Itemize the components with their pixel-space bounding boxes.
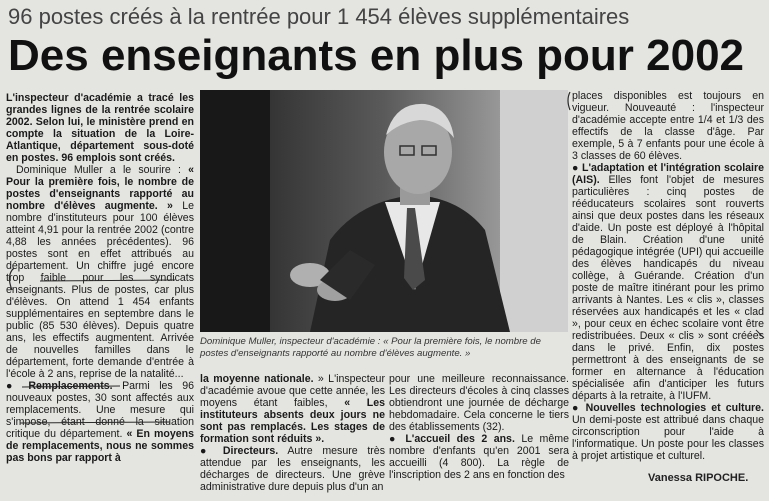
- opening-quote: « Pour la première fois, le nombre de postes d'enseignants rapporté au nombre d'élèves augmente. »: [6, 164, 194, 212]
- accueil-text: Le même nombre d'enfants qu'en 2001 sera accueilli (4 800). La règle de l'inscription des 2 ans en fonction des: [389, 433, 569, 481]
- ais-title: L'adaptation et l'intégration scolaire (AIS).: [572, 162, 764, 186]
- text-column-1: [6, 92, 194, 498]
- paragraph-opening: [6, 164, 194, 380]
- remplacements-quote: « En moyens de remplacements, nous ne sommes pas bons par rapport à: [6, 428, 194, 464]
- text-column-2b: [389, 373, 569, 499]
- photo-caption: Dominique Muller, inspecteur d'académie : « Pour la première fois, le nombre de postes d'enseignants rapporté au nombre d'élèves augmente. »: [200, 336, 541, 359]
- photo-illustration: [200, 90, 568, 332]
- portrait-photo: [200, 90, 568, 332]
- remplacements-text: Parmi les 96 nouveaux postes, 30 sont affectés aux remplacements. Une mesure qui s'impose, étant donné la situation critique du département.: [6, 380, 194, 440]
- paragraph-decharge: pour une meilleure reconnaissance. Les directeurs d'écoles à cinq classes obtiendront une journée de décharge hebdomadaire. Cela concerne le tiers des établissements (32).: [389, 373, 569, 433]
- directeurs-title: Directeurs.: [222, 445, 279, 457]
- bullet-dot: ●: [200, 445, 223, 457]
- moyenne-quote: « Les instituteurs absents deux jours ne sont pas remplacés. Les stages de formation sont réduits ».: [200, 397, 385, 445]
- moyenne-lead: la moyenne nationale.: [200, 373, 314, 385]
- moyenne-text: » L'inspecteur d'académie avoue que cette année, les moyens étant faibles,: [200, 373, 385, 409]
- paragraph-moyenne: [200, 373, 385, 445]
- text-column-2a: [200, 373, 385, 499]
- text-column-3: [572, 90, 764, 462]
- bullet-dot: ●: [6, 380, 29, 392]
- paragraph-accueil: [389, 433, 569, 481]
- paragraph-directeurs: [200, 445, 385, 493]
- opening-lead: Dominique Muller a le sourire :: [16, 164, 181, 176]
- paragraph-remplacements: [6, 380, 194, 464]
- remplacements-title: Remplacements.: [28, 380, 113, 392]
- ais-text: Elles font l'objet de mesures particulières : cinq postes de rééducateurs scolaires sont rouverts ainsi que deux postes dans les réseaux d'aide. Un poste est déployé à l'hôpital de Blain. Création d'une unité pédagogique intégrée (UPI) qui accueille des élèves handicapés du niveau collège, à Guérande. Création d'un poste de maître itinérant pour les primo arrivants à Nantes. Les « clis », classes réservées aux handicapés et les « clad », pour ceux en échec scolaire vont être redistribuées. Deux « clis » sont créées dans le privé. Enfin, dix postes permettront à des enseignants de se former en alternance à l'éducation spécialisée afin d'anticiper les futurs départs à la retraite, à l'IUFM.: [572, 174, 764, 402]
- bullet-dot: ●: [389, 433, 406, 445]
- technologies-title: Nouvelles technologies et culture.: [585, 402, 764, 414]
- article-kicker: 96 postes créés à la rentrée pour 1 454 élèves supplémentaires: [8, 4, 630, 29]
- pen-bracket-right: [568, 92, 570, 110]
- article-intro: L'inspecteur d'académie a tracé les grandes lignes de la rentrée scolaire 2002. Selon lui, le ministère prend en compte la situation de la Loire-Atlantique, département sous-doté en postes. 96 emplois sont créés.: [6, 92, 194, 164]
- technologies-text: Un demi-poste est attribué dans chaque circonscription pour l'aide à l'informatique. Un poste pour les classes à projet artistique et culturel.: [572, 414, 764, 462]
- author-signature: Vanessa RIPOCHE.: [648, 472, 749, 484]
- article-headline: Des enseignants en plus pour 2002: [8, 31, 745, 80]
- bullet-dot: ●: [572, 402, 586, 414]
- directeurs-text: Autre mesure très attendue par les enseignants, les décharges de directeurs. Une grève administrative dure depuis plus d'un an: [200, 445, 385, 493]
- paragraph-technologies: [572, 402, 764, 462]
- paragraph-places: places disponibles est toujours en vigueur. Nouveauté : l'inspecteur d'académie accepte entre 1/4 et 1/3 des effectifs de la classe d'âge. Par exemple, 5 à 7 enfants pour une école à 3 classes de 60 élèves.: [572, 90, 764, 162]
- accueil-title: L'accueil des 2 ans.: [405, 433, 515, 445]
- opening-body: Le nombre d'instituteurs pour 100 élèves atteint 4,91 pour la rentrée 2002 (contre 4,88 les années précédentes). 96 postes sont en effet attribués au département. Un chiffre jugé encore trop faible pour les syndicats enseignants. Plus de postes, car plus d'élèves. On attend 1 454 enfants supplémentaires en septembre dans le public (85 530 élèves). Depuis quatre ans, les effectifs augmentent. Arrivée de nouvelles familles dans le département, forte demande d'entrée à l'école à 2 ans, reprise de la natalité...: [6, 200, 194, 380]
- paragraph-ais: [572, 162, 764, 402]
- bullet-dot: ●: [572, 162, 582, 174]
